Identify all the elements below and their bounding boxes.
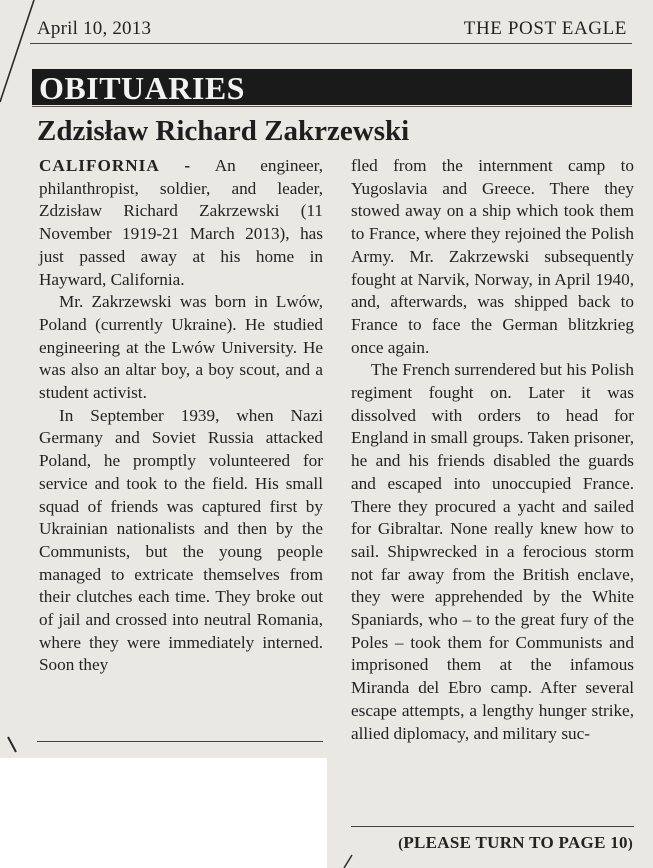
header-divider (30, 43, 632, 44)
paragraph: In September 1939, when Nazi Germany and Soviet Russia attacked Poland, he promptly volunteered for service and took to the field. His small squad of friends was captured first by Ukrainian nationalists and then by the Communists, but the young people managed to extricate themselves from their clutches each time. They broke out of jail and crossed into neutral Romania, where they were immediately interned. Soon they (39, 405, 323, 675)
paragraph: Mr. Zakrzewski was born in Lwów, Poland (currently Ukraine). He studied engineering at the Lwów University. He was also an altar boy, a boy scout, and a student activist. (39, 292, 323, 403)
section-label: OBITUARIES (39, 70, 245, 106)
continuation-open: ( (398, 836, 404, 852)
fold-mark-left (8, 737, 16, 752)
newspaper-name: THE POST EAGLE (463, 18, 627, 39)
section-divider (32, 106, 632, 107)
article-column-right (351, 155, 634, 745)
clipping-cutout (0, 758, 327, 868)
continuation-close: ) (627, 836, 633, 852)
continuation-page: PAGE 10 (558, 833, 628, 852)
paragraph: fled from the internment camp to Yugoslavia and Greece. There they stowed away on a ship which took them to France, where they rejoined the Polish Army. Mr. Zakrzewski subsequently fought at Narvik, Norway, in April 1940, and, afterwards, was shipped back to France to face the German blitzkrieg once again. (351, 156, 634, 357)
fold-line-top-left (0, 0, 34, 102)
article-column-left (39, 155, 323, 677)
dateline: CALIFORNIA - (39, 156, 192, 175)
issue-date: April 10, 2013 (37, 18, 152, 39)
paragraph-text: An engineer, philanthropist, soldier, and leader, Zdzisław Richard Zakrzewski (11 November 1919-21 March 2013), has just passed away at his home in Hayward, California. (39, 156, 324, 289)
section-banner (32, 69, 632, 105)
paragraph: The French surrendered but his Polish regiment fought on. Later it was dissolved with orders to head for England in small groups. Taken prisoner, he and his friends disabled the guards and escaped into unoccupied France. There they procured a yacht and sailed for Gibraltar. None really knew how to sail. Shipwrecked in a ferocious storm not far away from the British enclave, they were apprehended by the White Spaniards, who – to the great fury of the Poles – took them for Communists and imprisoned them at the infamous Miranda del Ebro camp. After several escape attempts, a lengthy hunger strike, allied diplomacy, and military suc- (351, 360, 634, 743)
column-end-rule (37, 741, 323, 742)
continuation-note (398, 834, 633, 853)
article-headline: Zdzisław Richard Zakrzewski (37, 115, 410, 147)
paragraph (39, 155, 323, 291)
fold-mark-bottom (344, 855, 352, 868)
continuation-text: PLEASE TURN TO (403, 833, 559, 852)
continuation-rule (351, 826, 634, 827)
